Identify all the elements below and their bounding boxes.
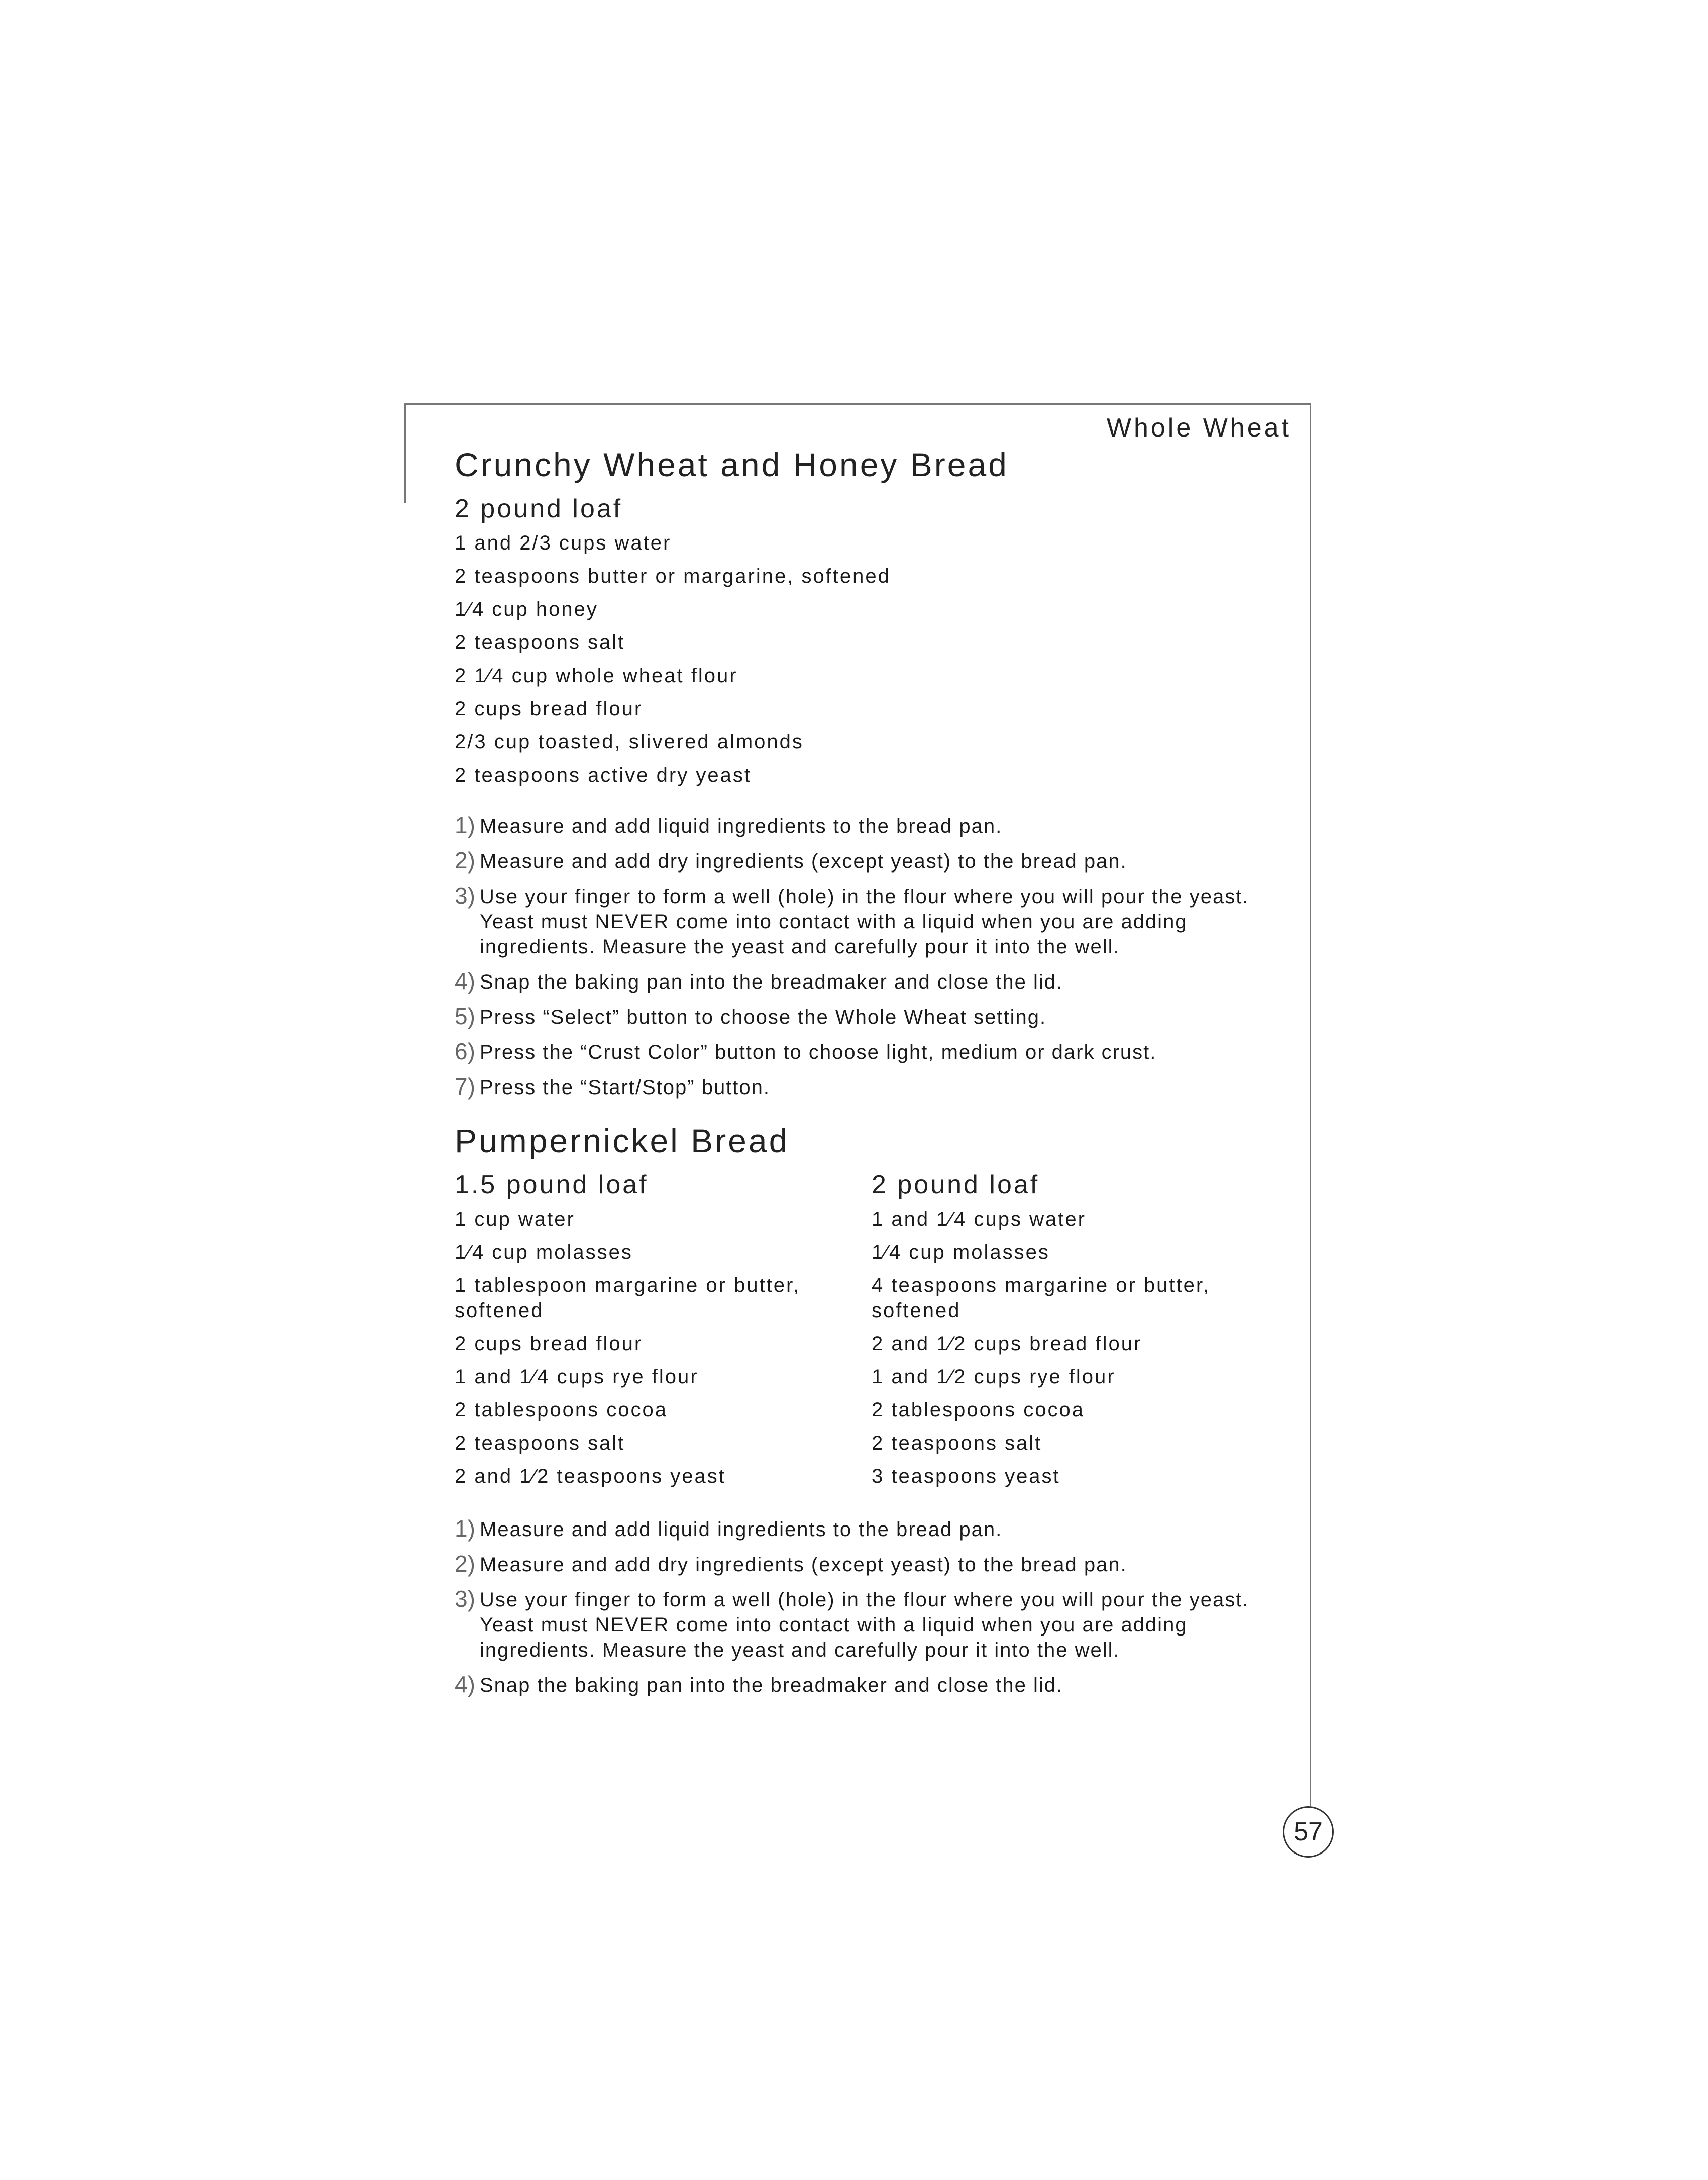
step-text: Press “Select” button to choose the Whole Wheat setting. (480, 1006, 1047, 1028)
step-text: Use your finger to form a well (hole) in the flour where you will pour the yeast. Yeast must NEVER come into contact with a liquid when you are adding ingredients. Measure the yeast and carefully pour it into the well. (480, 1589, 1249, 1661)
ingredient-item: 1 and 1⁄4 cups rye flour (455, 1366, 699, 1388)
ingredient-item: 2 1⁄4 cup whole wheat flour (455, 665, 738, 687)
step-number: 1) (455, 812, 475, 838)
page-frame-right (1310, 403, 1311, 1806)
loaf-column (455, 1163, 872, 1497)
loaf-size-heading: 2 pound loaf (455, 494, 623, 523)
step-number: 7) (455, 1073, 475, 1100)
step-number: 3) (455, 1586, 475, 1612)
step-number: 3) (455, 883, 475, 909)
step-number: 2) (455, 1551, 475, 1577)
instruction-step (455, 969, 1289, 995)
ingredient-item: 2 and 1⁄2 teaspoons yeast (455, 1465, 726, 1487)
loaf-size-heading: 1.5 pound loaf (455, 1170, 649, 1200)
step-text: Snap the baking pan into the breadmaker and close the lid. (480, 971, 1063, 993)
page-frame-top (404, 403, 1311, 405)
instruction-list (455, 1517, 1289, 1698)
step-text: Measure and add liquid ingredients to the bread pan. (480, 1518, 1003, 1541)
ingredient-item: 2 teaspoons butter or margarine, softened (455, 565, 891, 587)
ingredient-item: 1 and 1⁄2 cups rye flour (872, 1366, 1116, 1388)
ingredient-item: 2 tablespoons cocoa (455, 1399, 668, 1421)
ingredient-item: 2 tablespoons cocoa (872, 1399, 1085, 1421)
step-number: 4) (455, 1671, 475, 1697)
ingredient-item: 1⁄4 cup honey (455, 598, 598, 620)
page-frame-left (404, 403, 406, 503)
ingredient-item: 2/3 cup toasted, slivered almonds (455, 731, 804, 753)
step-text: Press the “Start/Stop” button. (480, 1076, 771, 1099)
instruction-list (455, 814, 1289, 1100)
ingredient-item: 4 teaspoons margarine or butter, softened (872, 1274, 1211, 1322)
step-text: Snap the baking pan into the breadmaker and close the lid. (480, 1674, 1063, 1696)
instruction-step (455, 1075, 1289, 1100)
ingredient-item: 2 teaspoons salt (455, 631, 625, 653)
ingredient-item: 1 and 2/3 cups water (455, 532, 672, 554)
recipe-title: Crunchy Wheat and Honey Bread (455, 446, 1009, 483)
ingredient-item: 3 teaspoons yeast (872, 1465, 1060, 1487)
step-text: Measure and add liquid ingredients to the bread pan. (480, 815, 1003, 837)
ingredient-item: 1 cup water (455, 1208, 575, 1230)
loaf-column (872, 1163, 1289, 1497)
step-number: 2) (455, 847, 475, 874)
ingredient-item: 2 cups bread flour (455, 698, 643, 720)
ingredient-item: 2 teaspoons salt (872, 1432, 1042, 1454)
recipe-title: Pumpernickel Bread (455, 1122, 790, 1159)
step-number: 4) (455, 968, 475, 994)
step-number: 6) (455, 1038, 475, 1064)
instruction-step (455, 814, 1289, 839)
loaf-columns (455, 1163, 1289, 1497)
page-content (455, 442, 1289, 1708)
step-number: 1) (455, 1515, 475, 1542)
ingredient-item: 2 and 1⁄2 cups bread flour (872, 1333, 1142, 1355)
instruction-step (455, 1040, 1289, 1065)
section-tag: Whole Wheat (1106, 413, 1291, 443)
loaf-size-heading: 2 pound loaf (872, 1170, 1040, 1200)
instruction-step (455, 884, 1289, 959)
ingredient-item: 2 teaspoons salt (455, 1432, 625, 1454)
ingredient-item: 2 cups bread flour (455, 1333, 643, 1355)
instruction-step (455, 1517, 1289, 1542)
ingredient-item: 1⁄4 cup molasses (455, 1241, 633, 1263)
step-text: Use your finger to form a well (hole) in the flour where you will pour the yeast. Yeast must NEVER come into contact with a liquid when you are adding ingredients. Measure the yeast and carefully pour it into the well. (480, 886, 1249, 958)
ingredient-list (872, 1207, 1289, 1489)
ingredient-list (455, 1207, 872, 1489)
ingredient-item: 2 teaspoons active dry yeast (455, 764, 752, 786)
ingredient-item: 1⁄4 cup molasses (872, 1241, 1050, 1263)
instruction-step (455, 1673, 1289, 1698)
ingredient-list (455, 530, 1289, 788)
ingredient-item: 1 tablespoon margarine or butter, softened (455, 1274, 801, 1322)
ingredient-item: 1 and 1⁄4 cups water (872, 1208, 1086, 1230)
instruction-step (455, 849, 1289, 874)
step-text: Press the “Crust Color” button to choose light, medium or dark crust. (480, 1041, 1157, 1063)
page-number: 57 (1283, 1806, 1334, 1858)
instruction-step (455, 1587, 1289, 1663)
step-number: 5) (455, 1003, 475, 1029)
instruction-step (455, 1552, 1289, 1577)
step-text: Measure and add dry ingredients (except yeast) to the bread pan. (480, 1554, 1127, 1576)
step-text: Measure and add dry ingredients (except yeast) to the bread pan. (480, 850, 1127, 873)
instruction-step (455, 1005, 1289, 1030)
